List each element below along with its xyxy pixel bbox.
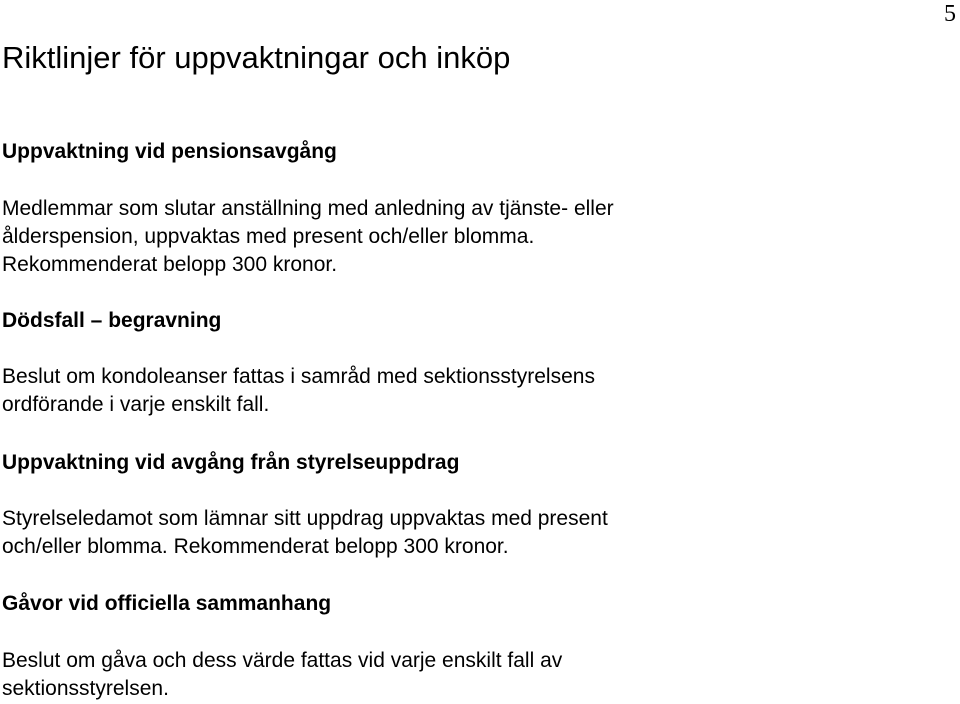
paragraph-board-resignation	[2, 505, 608, 561]
text-line: Beslut om gåva och dess värde fattas vid varje enskilt fall av	[2, 649, 563, 672]
heading-board-resignation: Uppvaktning vid avgång från styrelseuppdrag	[2, 451, 460, 474]
paragraph-pension	[2, 195, 614, 279]
text-line: sektionsstyrelsen.	[2, 677, 169, 700]
heading-pension: Uppvaktning vid pensionsavgång	[2, 140, 337, 163]
page-number: 5	[944, 1, 956, 27]
text-line: ordförande i varje enskilt fall.	[2, 393, 270, 416]
page-title: Riktlinjer för uppvaktningar och inköp	[2, 40, 511, 75]
paragraph-death-funeral	[2, 363, 595, 419]
text-line: ålderspension, uppvaktas med present och/eller blomma.	[2, 225, 535, 248]
text-line: Medlemmar som slutar anställning med anledning av tjänste- eller	[2, 197, 614, 220]
paragraph-official-gifts	[2, 647, 562, 703]
text-line: Beslut om kondoleanser fattas i samråd med sektionsstyrelsens	[2, 365, 595, 388]
text-line: Styrelseledamot som lämnar sitt uppdrag uppvaktas med present	[2, 507, 608, 530]
heading-death-funeral: Dödsfall – begravning	[2, 309, 222, 332]
text-line: Rekommenderat belopp 300 kronor.	[2, 253, 338, 276]
text-line: och/eller blomma. Rekommenderat belopp 300 kronor.	[2, 535, 509, 558]
heading-official-gifts: Gåvor vid officiella sammanhang	[2, 592, 332, 615]
